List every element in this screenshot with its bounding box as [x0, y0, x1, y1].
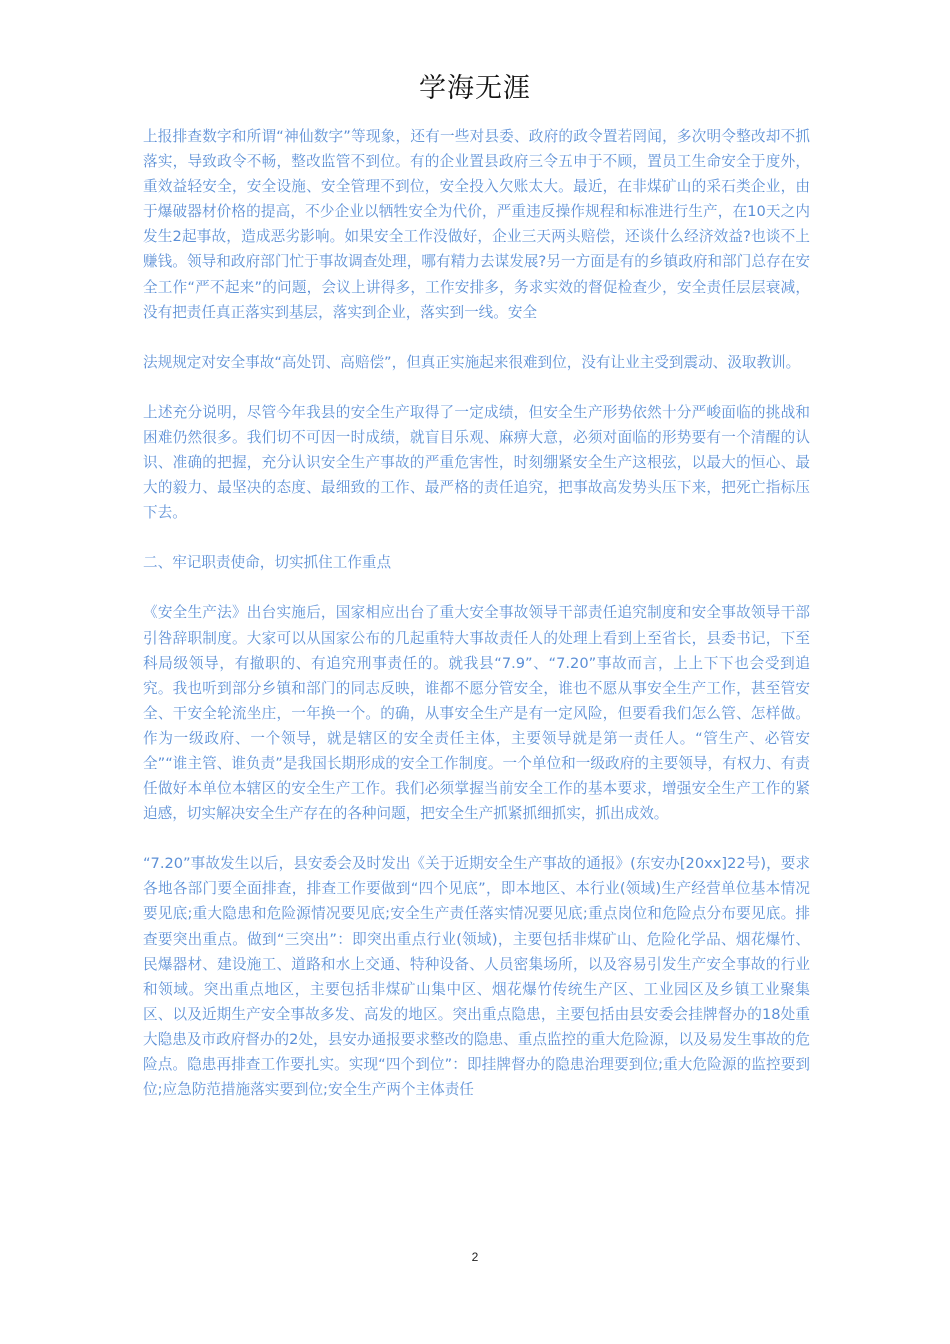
paragraph-4: 《安全生产法》出台实施后，国家相应出台了重大安全事故领导干部责任追究制度和安全事故领导干部引咎辞职制度。大家可以从国家公布的几起重特大事故责任人的处理上看到上至省长，县委书记，下至科局级领导，有撤职的、有追究刑事责任的。就我县“7.9”、“7.20”事故而言，上上下下也会受到追究。我也听到部分乡镇和部门的同志反映，谁都不愿分管安全，谁也不愿从事安全生产工作，甚至管安全、干安全轮流坐庄，一年换一个。的确，从事安全生产是有一定风险，但要看我们怎么管、怎样做。作为一级政府、一个领导，就是辖区的安全责任主体，主要领导就是第一责任人。“管生产、必管安全”“谁主管、谁负责”是我国长期形成的安全工作制度。一个单位和一级政府的主要领导，有权力、有责任做好本单位本辖区的安全生产工作。我们必须掌握当前安全工作的基本要求，增强安全生产工作的紧迫感，切实解决安全生产存在的各种问题，把安全生产抓紧抓细抓实，抓出成效。: [143, 604, 810, 823]
paragraph-3: 上述充分说明，尽管今年我县的安全生产取得了一定成绩，但安全生产形势依然十分严峻面临的挑战和困难仍然很多。我们切不可因一时成绩，就盲目乐观、麻痹大意，必须对面临的形势要有一个清醒的认识、准确的把握，充分认识安全生产事故的严重危害性，时刻绷紧安全生产这根弦，以最大的恒心、最大的毅力、最坚决的态度、最细致的工作、最严格的责任追究，把事故高发势头压下来，把死亡指标压下去。: [143, 403, 810, 522]
paragraph-2: 法规规定对安全事故“高处罚、高赔偿”，但真正实施起来很难到位，没有让业主受到震动、汲取教训。: [143, 353, 801, 371]
paragraph-1: 上报排查数字和所谓“神仙数字”等现象，还有一些对县委、政府的政令置若罔闻，多次明令整改却不抓落实，导致政令不畅，整改监管不到位。有的企业置县政府三令五申于不顾，置员工生命安全于度外，重效益轻安全，安全设施、安全管理不到位，安全投入欠账太大。最近，在非煤矿山的采石类企业，由于爆破器材价格的提高，不少企业以牺牲安全为代价，严重违反操作规程和标准进行生产，在10天之内发生2起事故，造成恶劣影响。如果安全工作没做好，企业三天两头赔偿，还谈什么经济效益?也谈不上赚钱。领导和政府部门忙于事故调查处理，哪有精力去谋发展?另一方面是有的乡镇政府和部门总存在安全工作“严不起来”的问题，会议上讲得多，工作安排多，务求实效的督促检查少，安全责任层层衰减，没有把责任真正落实到基层，落实到企业，落实到一线。安全: [143, 128, 810, 321]
paragraph-5: “7.20”事故发生以后，县安委会及时发出《关于近期安全生产事故的通报》(东安办[20xx]22号)，要求各地各部门要全面排查，排查工作要做到“四个见底”，即本地区、本行业(领域)生产经营单位基本情况要见底;重大隐患和危险源情况要见底;安全生产责任落实情况要见底;重点岗位和危险点分布要见底。排查要突出重点。做到“三突出”：即突出重点行业(领域)，主要包括非煤矿山、危险化学品、烟花爆竹、民爆器材、建设施工、道路和水上交通、特种设备、人员密集场所，以及容易引发生产安全事故的行业和领域。突出重点地区，主要包括非煤矿山集中区、烟花爆竹传统生产区、工业园区及乡镇工业聚集区、以及近期生产安全事故多发、高发的地区。突出重点隐患，主要包括由县安委会挂牌督办的18处重大隐患及市政府督办的2处，县安办通报要求整改的隐患、重点监控的重大危险源，以及易发生事故的危险点。隐患再排查工作要扎实。实现“四个到位”：即挂牌督办的隐患治理要到位;重大危险源的监控要到位;应急防范措施落实要到位;安全生产两个主体责任: [143, 855, 810, 1099]
section-heading: 二、牢记职责使命，切实抓住工作重点: [143, 554, 392, 572]
document-body: [143, 124, 810, 1127]
page-number: 2: [471, 1250, 479, 1264]
page-header-title: 学海无涯: [419, 73, 531, 104]
